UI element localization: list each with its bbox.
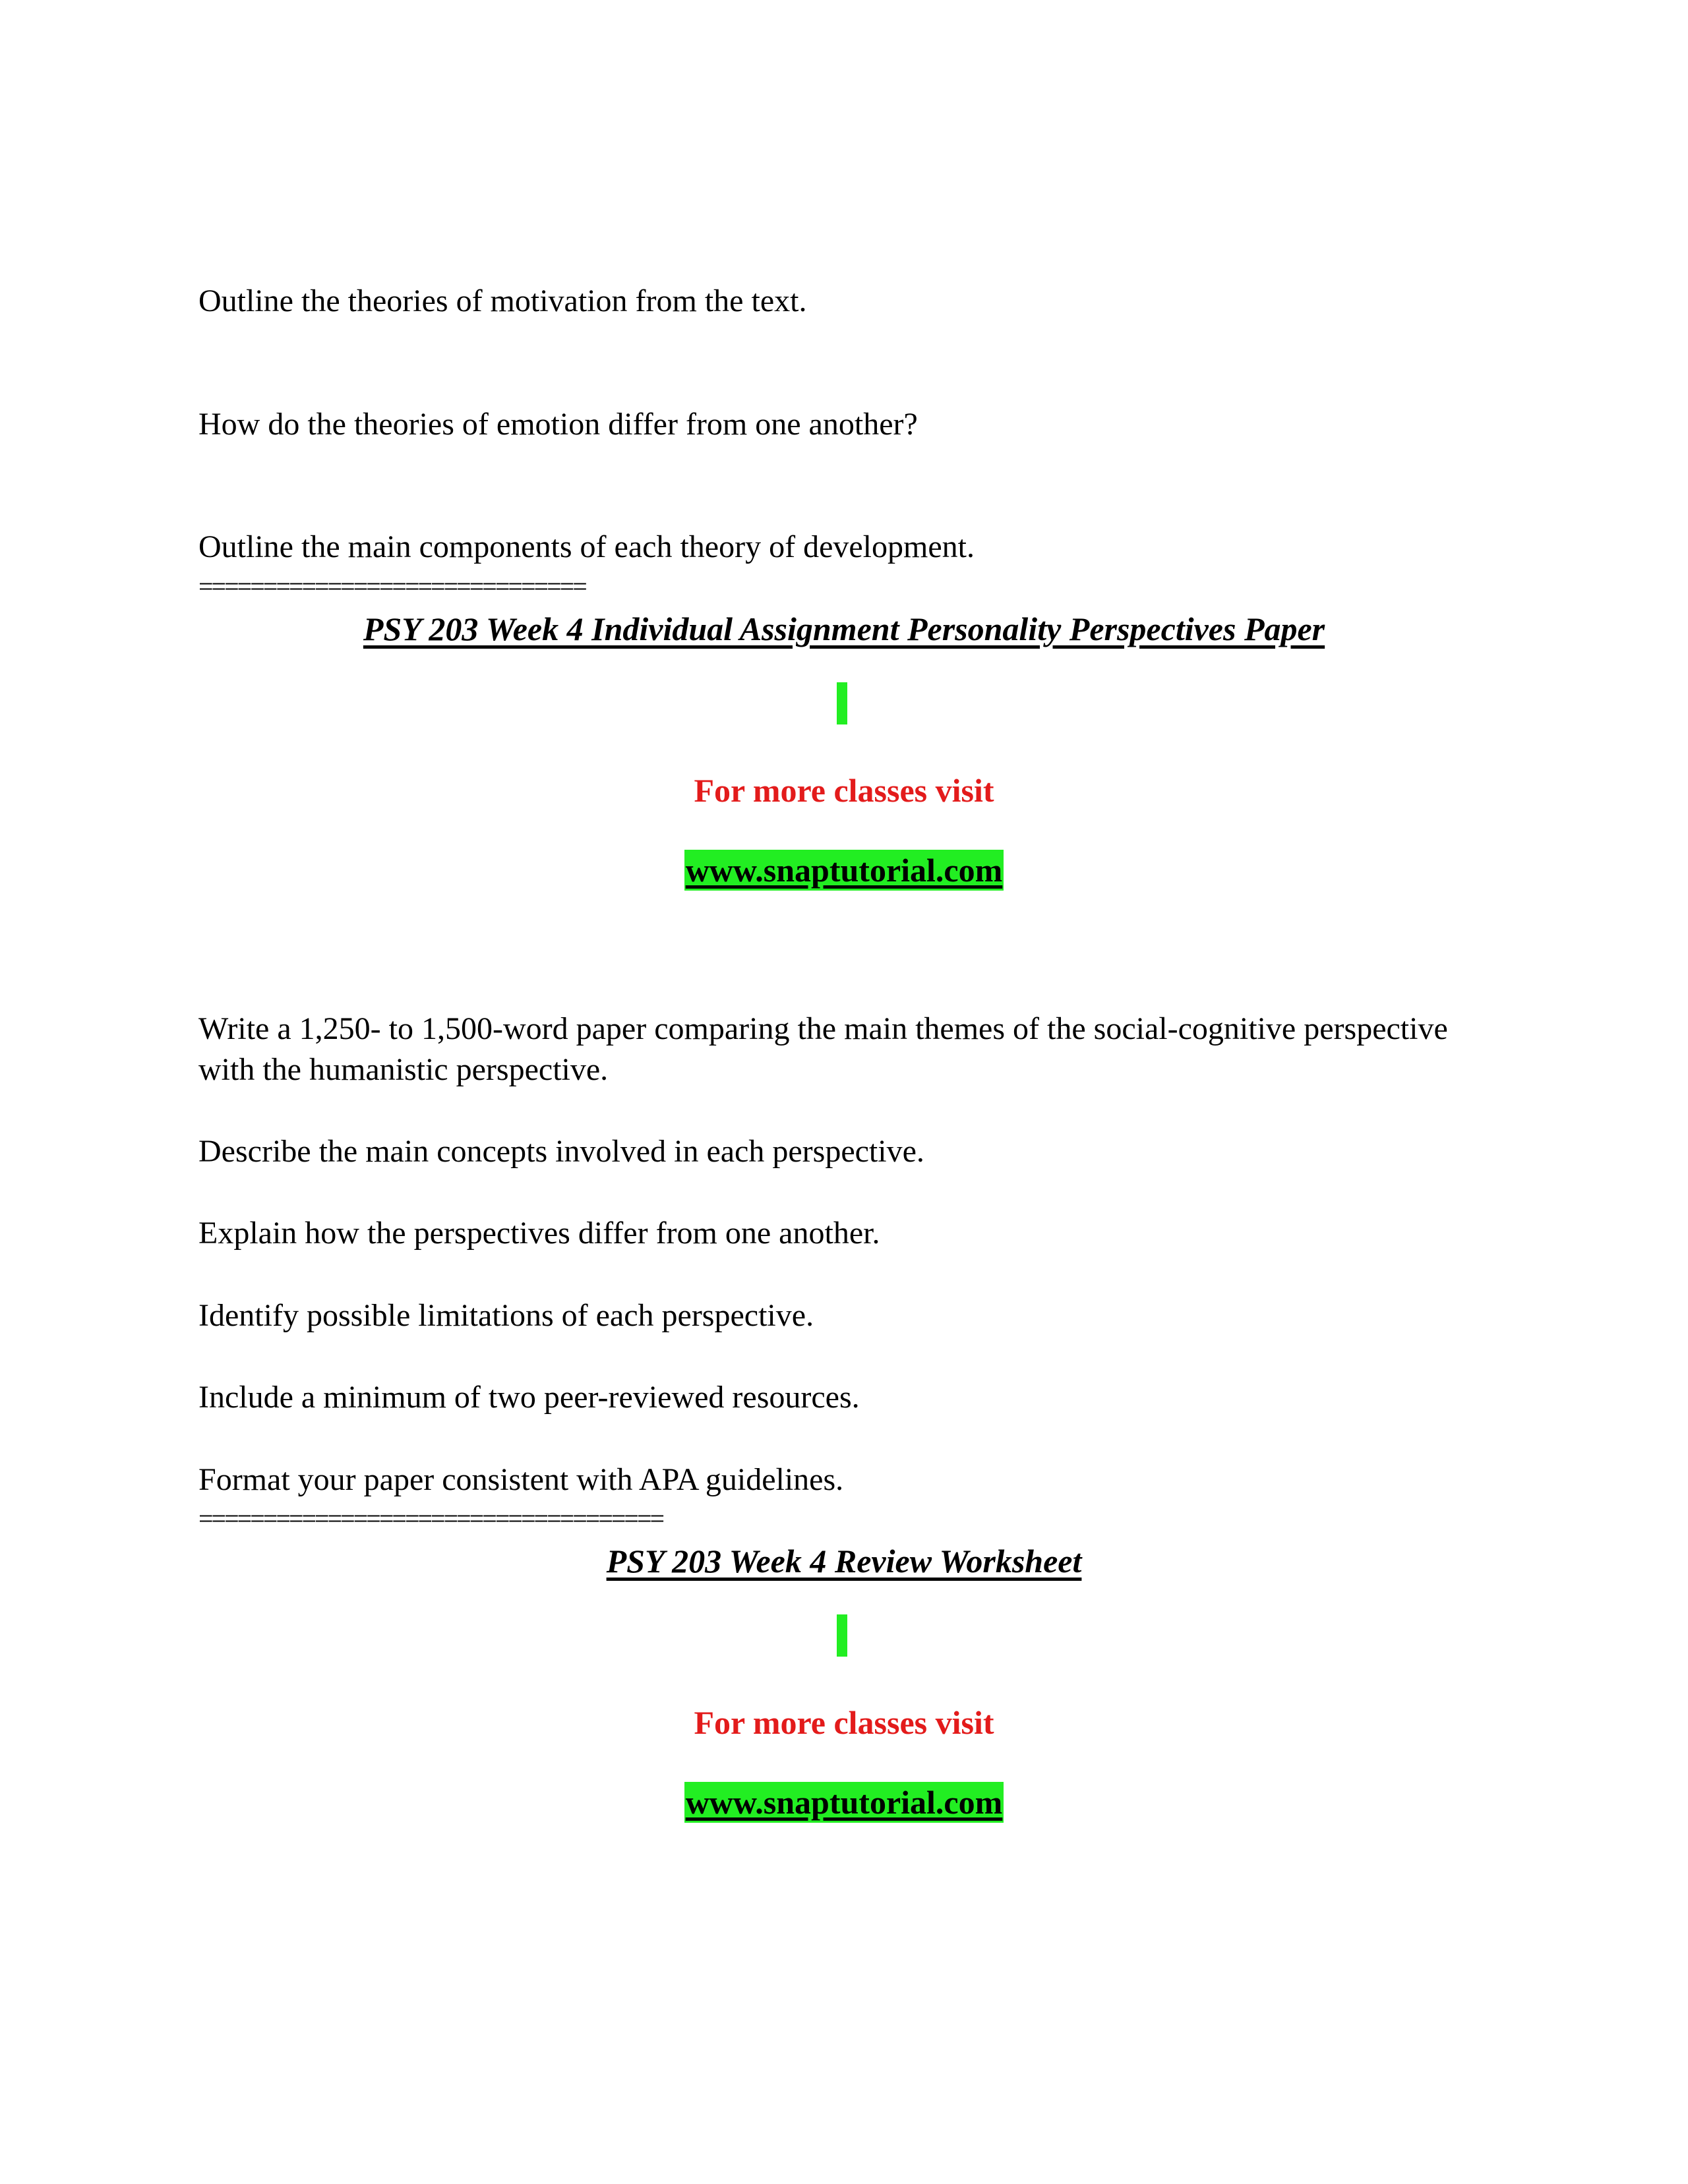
snaptutorial-link[interactable]: www.snaptutorial.com [684, 850, 1004, 891]
separator-rule: ============================== [198, 572, 586, 601]
link-container [0, 1782, 1688, 1823]
question-development: Outline the main components of each theory of development. [198, 529, 975, 564]
instruction-limitations: Identify possible limitations of each perspective. [198, 1298, 814, 1333]
section-title-personality-paper[interactable]: PSY 203 Week 4 Individual Assignment Personality Perspectives Paper [363, 610, 1325, 647]
for-more-classes-text: For more classes visit [694, 772, 994, 809]
instruction-resources: Include a minimum of two peer-reviewed resources. [198, 1380, 860, 1415]
snaptutorial-link[interactable]: www.snaptutorial.com [684, 1782, 1004, 1823]
link-container [0, 850, 1688, 891]
separator-rule: ==================================== [198, 1504, 663, 1533]
section-title-review-worksheet[interactable]: PSY 203 Week 4 Review Worksheet [606, 1543, 1082, 1579]
assignment-description: Write a 1,250- to 1,500-word paper comparing the main themes of the social-cognitive perspective with the humanistic perspective. [198, 1011, 1448, 1087]
for-more-classes-text: For more classes visit [694, 1704, 994, 1741]
question-motivation: Outline the theories of motivation from the text. [198, 283, 807, 318]
green-bar-icon [837, 682, 847, 724]
instruction-apa-format: Format your paper consistent with APA guidelines. [198, 1462, 844, 1497]
question-emotion: How do the theories of emotion differ from one another? [198, 407, 918, 442]
green-bar-icon [837, 1614, 847, 1657]
instruction-differences: Explain how the perspectives differ from one another. [198, 1216, 880, 1251]
instruction-concepts: Describe the main concepts involved in each perspective. [198, 1134, 924, 1169]
